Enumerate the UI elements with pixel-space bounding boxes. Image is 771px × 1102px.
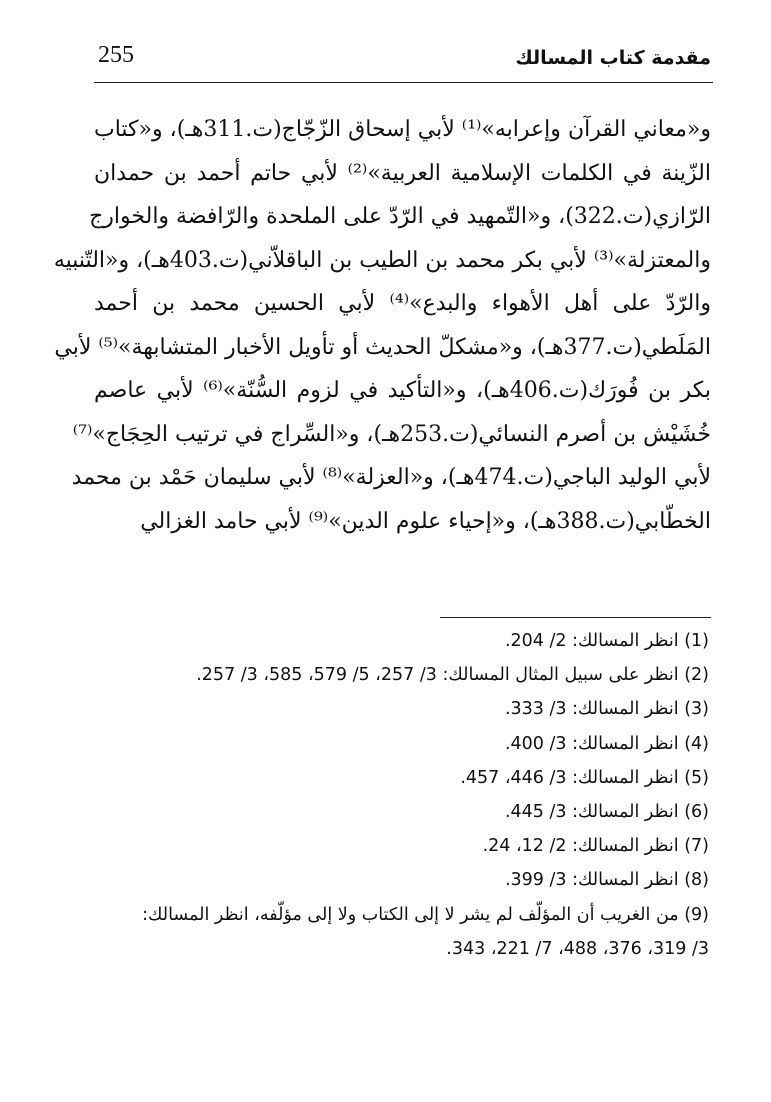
footnote-divider bbox=[440, 617, 711, 618]
text-line: والمعتزلة»⁽³⁾ لأبي بكر محمد بن الطيب بن الباقلاّني(ت.403هـ)، و«التّنبيه bbox=[53, 247, 711, 273]
text-line: خُشَيْش بن أصرم النسائي(ت.253هـ)، و«السِّراج في ترتيب الحِجَاج»⁽⁷⁾ bbox=[72, 421, 711, 447]
footnote-9-continuation: 3/ 319، 376، 488، 7/ 221، 343. bbox=[446, 938, 709, 959]
footnote-5: (5) انظر المسالك: 3/ 446، 457. bbox=[460, 767, 709, 788]
page-number: 255 bbox=[98, 42, 134, 68]
footnote-8: (8) انظر المسالك: 3/ 399. bbox=[504, 870, 709, 891]
footnote-3: (3) انظر المسالك: 3/ 333. bbox=[504, 699, 709, 720]
footnote-7: (7) انظر المسالك: 2/ 12، 24. bbox=[482, 836, 709, 857]
footnote-4: (4) انظر المسالك: 3/ 400. bbox=[504, 733, 709, 754]
footnotes bbox=[86, 624, 709, 966]
footnote-9: (9) من الغريب أن المؤلّف لم يشر لا إلى الكتاب ولا إلى مؤلّفه، انظر المسالك: bbox=[142, 904, 709, 925]
main-text bbox=[53, 108, 711, 543]
footnote-6: (6) انظر المسالك: 3/ 445. bbox=[504, 802, 709, 823]
text-line: الخطّابي(ت.388هـ)، و«إحياء علوم الدين»⁽⁹⁾ لأبي حامد الغزالي bbox=[140, 508, 711, 534]
footnote-2: (2) انظر على سبيل المثال المسالك: 3/ 257، 5/ 579، 585، 3/ 257. bbox=[196, 665, 709, 686]
text-line: الزّينة في الكلمات الإسلامية العربية»⁽²⁾ لأبي حاتم أحمد بن حمدان bbox=[94, 160, 711, 186]
header-divider bbox=[94, 82, 713, 83]
text-line: لأبي الوليد الباجي(ت.474هـ)، و«العزلة»⁽⁸⁾ لأبي سليمان حَمْد بن محمد bbox=[71, 465, 711, 490]
text-line: بكر بن فُورَك(ت.406هـ)، و«التأكيد في لزوم السُّنّة»⁽⁶⁾ لأبي عاصم bbox=[94, 378, 711, 403]
text-line: والرّدّ على أهل الأهواء والبدع»⁽⁴⁾ لأبي الحسين محمد بن أحمد bbox=[94, 291, 711, 316]
running-header-title: مقدمة كتاب المسالك bbox=[515, 47, 711, 69]
text-line: و«معاني القرآن وإعرابه»⁽¹⁾ لأبي إسحاق الزّجّاج(ت.311هـ)، و«كتاب bbox=[94, 117, 711, 142]
text-line: المَلَطي(ت.377هـ)، و«مشكلّ الحديث أو تأويل الأخبار المتشابهة»⁽⁵⁾ لأبي bbox=[54, 334, 711, 360]
footnote-1: (1) انظر المسالك: 2/ 204. bbox=[504, 631, 709, 651]
text-line: الرّازي(ت.322)، و«التّمهيد في الرّدّ على الملحدة والرّافضة والخوارج bbox=[89, 204, 711, 229]
